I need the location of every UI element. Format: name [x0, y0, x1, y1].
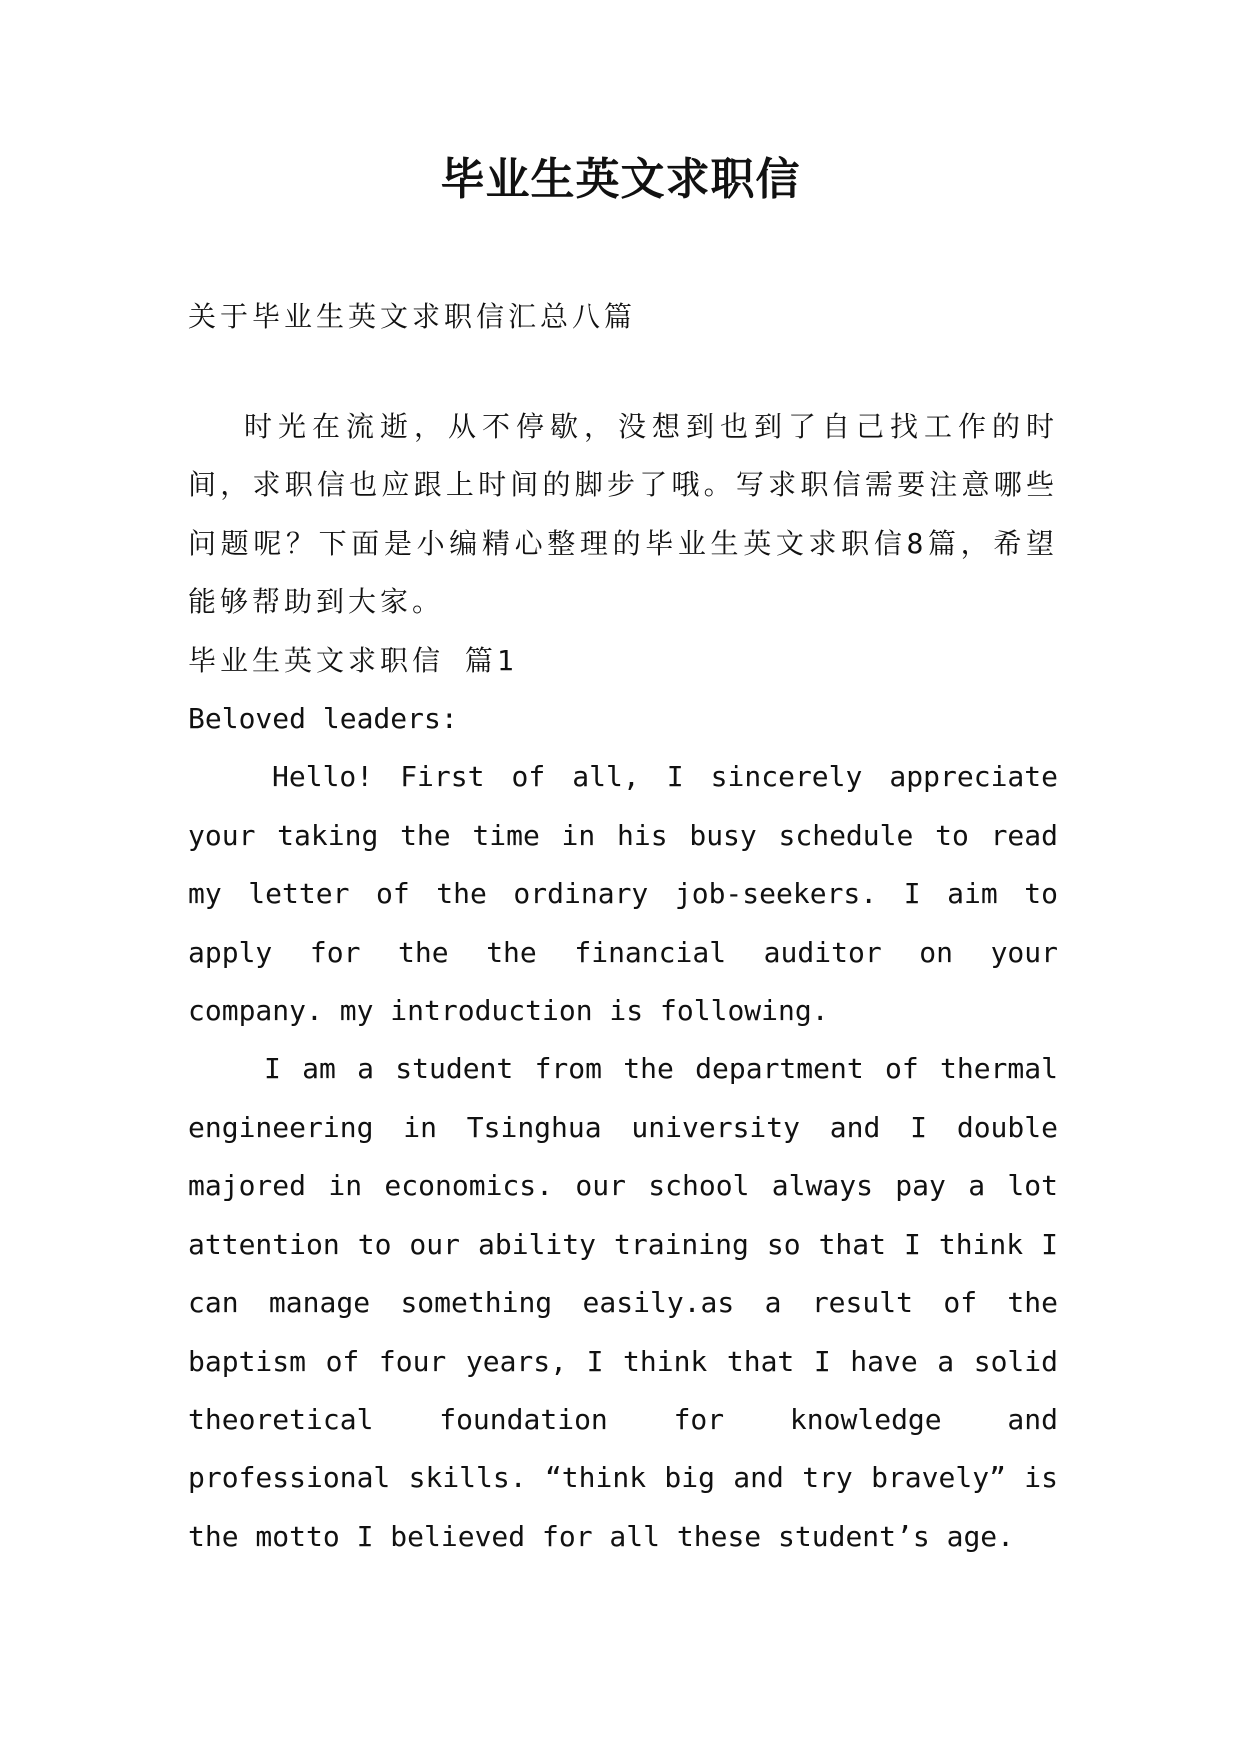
- section-heading: 毕业生英文求职信 篇1: [188, 643, 518, 677]
- document-title: 毕业生英文求职信: [440, 154, 801, 205]
- intro-paragraph: 时光在流逝，从不停歇，没想到也到了自己找工作的时间，求职信也应跟上时间的脚步了哦。写求职信需要注意哪些问题呢？下面是小编精心整理的毕业生英文求职信8篇，希望能够帮助到大家。: [188, 410, 1058, 619]
- salutation: Beloved leaders:: [188, 702, 458, 736]
- document-subtitle: 关于毕业生英文求职信汇总八篇: [188, 300, 637, 333]
- letter-paragraph-2: I am a student from the department of thermal engineering in Tsinghua university and I double majored in economics. our school always pay a lot attention to our ability training so that I think I can manage something easily.as a result of the baptism of four years, I think that I have a solid theoretical foundation for knowledge and professional skills. “think big and try bravely” is the motto I believed for all these student’s age.: [188, 1052, 1058, 1553]
- document-body: [188, 398, 1058, 1566]
- letter-paragraph-1: Hello! First of all, I sincerely appreciate your taking the time in his busy schedule to read my letter of the ordinary job-seekers. I aim to apply for the the financial auditor on your company. my introduction is following.: [188, 760, 1058, 1028]
